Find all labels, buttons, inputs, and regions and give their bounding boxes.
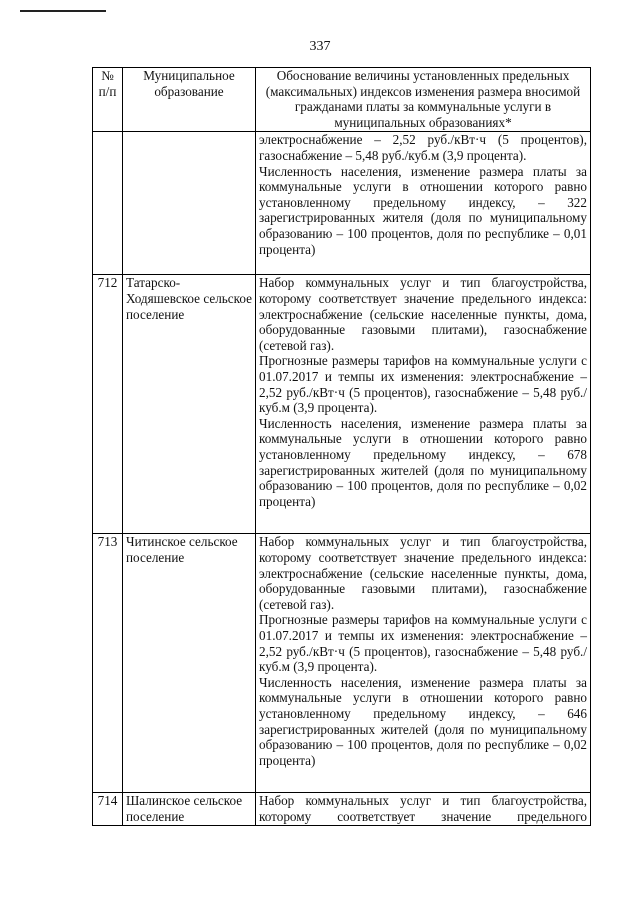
- tariff-table: [92, 67, 591, 826]
- reason-paragraph: Численность населения, изменение размера платы за коммунальные услуги в отношении которого равно установленному предельному индексу, – 646 зарегистрированных жителей (доля по муниципальному образованию – 100 процентов, доля по республике – 0,02 процента): [259, 674, 587, 768]
- table-header-row: [93, 68, 591, 132]
- header-municipality: Муниципальное образование: [123, 68, 256, 132]
- table-row: [93, 534, 591, 793]
- top-rule: [20, 10, 106, 12]
- row-number: 714: [93, 793, 123, 826]
- reason-paragraph: Численность населения, изменение размера платы за коммунальные услуги в отношении которого равно установленному предельному индексу, – 322 зарегистрированных жителя (доля по муниципальному образованию – 100 процентов, доля по республике – 0,01 процента): [259, 163, 587, 257]
- municipality-name: Шалинское сельское поселение: [123, 793, 256, 826]
- municipality-name: [123, 132, 256, 275]
- header-reason: Обоснование величины установленных предельных (максимальных) индексов изменения размера вносимой гражданами платы за коммунальные услуги в муниципальных образованиях*: [256, 68, 591, 132]
- row-number: 712: [93, 275, 123, 534]
- reason-paragraph: Прогнозные размеры тарифов на коммунальные услуги с 01.07.2017 и темпы их изменения: электроснабжение – 2,52 руб./кВт·ч (5 процентов), газоснабжение – 5,48 руб./куб.м (3,9 процента).: [259, 353, 587, 416]
- reason-paragraph: Численность населения, изменение размера платы за коммунальные услуги в отношении которого равно установленному предельному индексу, – 678 зарегистрированных жителей (доля по муниципальному образованию – 100 процентов, доля по республике – 0,02 процента): [259, 415, 587, 509]
- table-row: [93, 275, 591, 534]
- reason-cell: [256, 275, 591, 534]
- row-number: [93, 132, 123, 275]
- row-number: 713: [93, 534, 123, 793]
- page-number: 337: [309, 39, 331, 54]
- reason-paragraph: электроснабжение – 2,52 руб./кВт·ч (5 процентов), газоснабжение – 5,48 руб./куб.м (3,9 процента).: [259, 132, 587, 163]
- reason-paragraph: Набор коммунальных услуг и тип благоустройства, которому соответствует значение предельного индекса: электроснабжение (сельские населенные пункты, дома, оборудованные газовыми плитами), газоснабжение (сетевой газ).: [259, 275, 587, 353]
- reason-cell: [256, 793, 591, 826]
- table-row: [93, 132, 591, 275]
- reason-paragraph: Прогнозные размеры тарифов на коммунальные услуги с 01.07.2017 и темпы их изменения: электроснабжение – 2,52 руб./кВт·ч (5 процентов), газоснабжение – 5,48 руб./куб.м (3,9 процента).: [259, 612, 587, 675]
- municipality-name: Читинское сельское поселение: [123, 534, 256, 793]
- reason-paragraph: Набор коммунальных услуг и тип благоустройства, которому соответствует значение предельного: [259, 793, 587, 824]
- reason-paragraph: Набор коммунальных услуг и тип благоустройства, которому соответствует значение предельного индекса: электроснабжение (сельские населенные пункты, дома, оборудованные газовыми плитами), газоснабжение (сетевой газ).: [259, 534, 587, 612]
- header-num: № п/п: [93, 68, 123, 132]
- table-row: [93, 793, 591, 826]
- reason-cell: [256, 534, 591, 793]
- reason-cell: [256, 132, 591, 275]
- municipality-name: Татарско-Ходяшевское сельское поселение: [123, 275, 256, 534]
